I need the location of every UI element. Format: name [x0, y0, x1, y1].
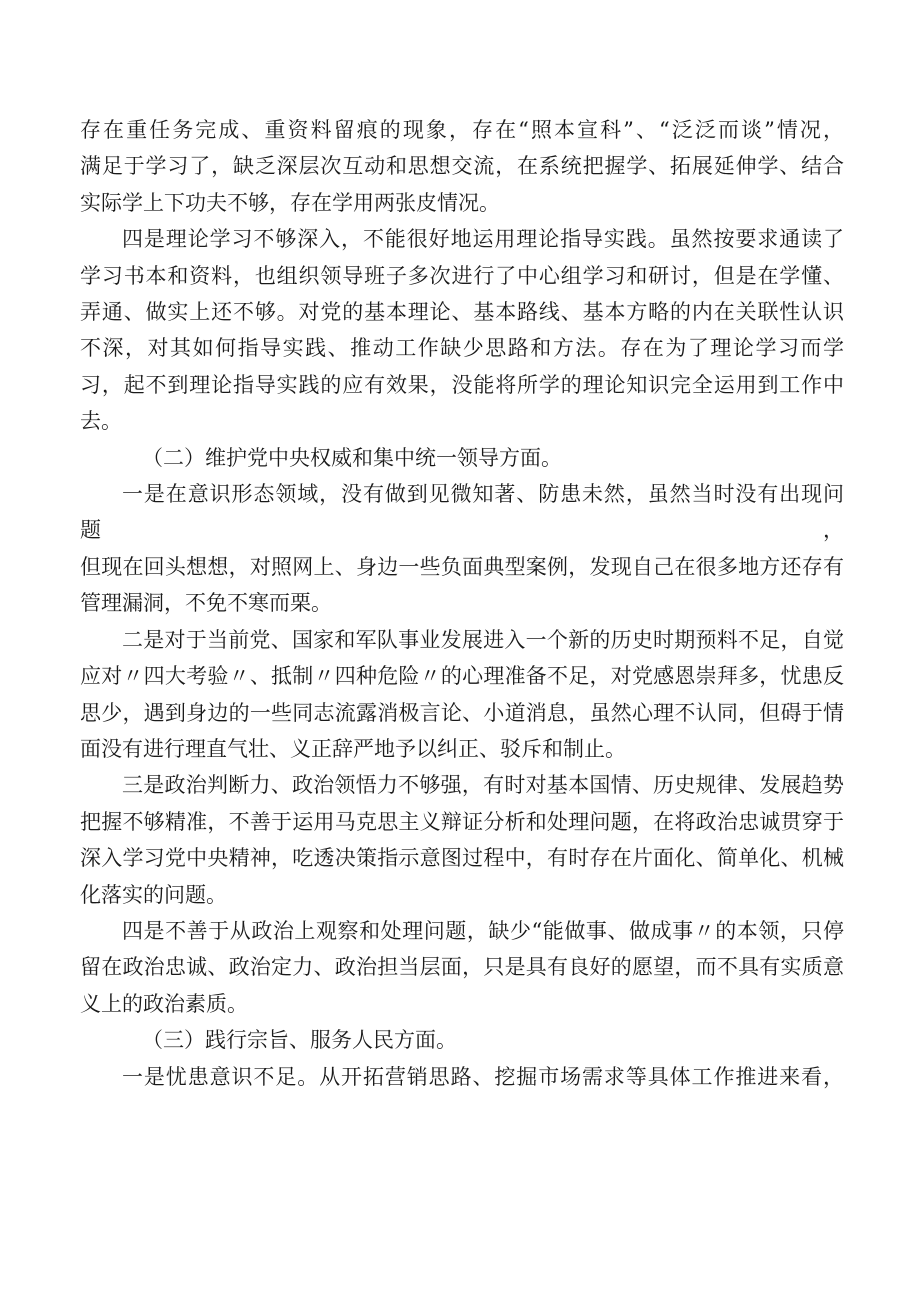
paragraph-line: 三是政治判断力、政治领悟力不够强，有时对基本国情、历史规律、发展趋势 — [122, 773, 844, 798]
paragraph-line: 面没有进行理直气壮、义正辞严地予以纠正、驳斥和制止。 — [80, 736, 626, 761]
paragraph-line: 思少，遇到身边的一些同志流露消极言论、小道消息，虽然心理不认同，但碍于情 — [80, 700, 844, 725]
paragraph-line: 义上的政治素质。 — [80, 991, 248, 1016]
paragraph-line: 去。 — [80, 409, 122, 434]
paragraph-line: 应对〃四大考验〃、抵制〃四种危险〃的心理准备不足，对党感恩崇拜多，忧患反 — [80, 664, 844, 689]
paragraph-line: 深入学习党中央精神，吃透决策指示意图过程中，有时存在片面化、简单化、机械 — [80, 846, 844, 871]
paragraph-line: 弄通、做实上还不够。对党的基本理论、基本路线、基本方略的内在关联性认识 — [80, 300, 844, 325]
paragraph-line: 管理漏洞，不免不寒而栗。 — [80, 591, 332, 616]
paragraph-line: 实际学上下功夫不够，存在学用两张皮情况。 — [80, 190, 500, 215]
paragraph-line: 学习书本和资料，也组织领导班子多次进行了中心组学习和研讨，但是在学懂、 — [80, 263, 844, 288]
paragraph-line: 一是在意识形态领域，没有做到见微知著、防患未然，虽然当时没有出现问题， — [80, 482, 844, 543]
document-body — [80, 112, 844, 1095]
section-heading: （二）维护党中央权威和集中统一领导方面。 — [142, 445, 562, 470]
paragraph-line: 满足于学习了，缺乏深层次互动和思想交流，在系统把握学、拓展延伸学、结合 — [80, 154, 844, 179]
paragraph-line: 习，起不到理论指导实践的应有效果，没能将所学的理论知识完全运用到工作中 — [80, 372, 844, 397]
paragraph-line: 四是理论学习不够深入，不能很好地运用理论指导实践。虽然按要求通读了 — [122, 227, 844, 252]
paragraph-line: 四是不善于从政治上观察和处理问题，缺少“能做事、做成事〃的本领，只停 — [122, 918, 844, 943]
paragraph-line: 留在政治忠诚、政治定力、政治担当层面，只是具有良好的愿望，而不具有实质意 — [80, 955, 844, 980]
paragraph-line: 化落实的问题。 — [80, 882, 227, 907]
paragraph-line: 存在重任务完成、重资料留痕的现象，存在“照本宣科”、“泛泛而谈”情况， — [80, 118, 844, 142]
paragraph-line: 二是对于当前党、国家和军队事业发展进入一个新的历史时期预料不足，自觉 — [122, 627, 844, 652]
section-heading: （三）践行宗旨、服务人民方面。 — [142, 1028, 457, 1053]
paragraph-line: 不深，对其如何指导实践、推动工作缺少思路和方法。存在为了理论学习而学 — [80, 336, 844, 361]
paragraph-line: 把握不够精准，不善于运用马克思主义辩证分析和处理问题，在将政治忠诚贯穿于 — [80, 809, 844, 834]
paragraph-line: 但现在回头想想，对照网上、身边一些负面典型案例，发现自己在很多地方还存有 — [80, 554, 844, 579]
paragraph-line: 一是忧患意识不足。从开拓营销思路、挖掘市场需求等具体工作推进来看， — [122, 1064, 844, 1089]
